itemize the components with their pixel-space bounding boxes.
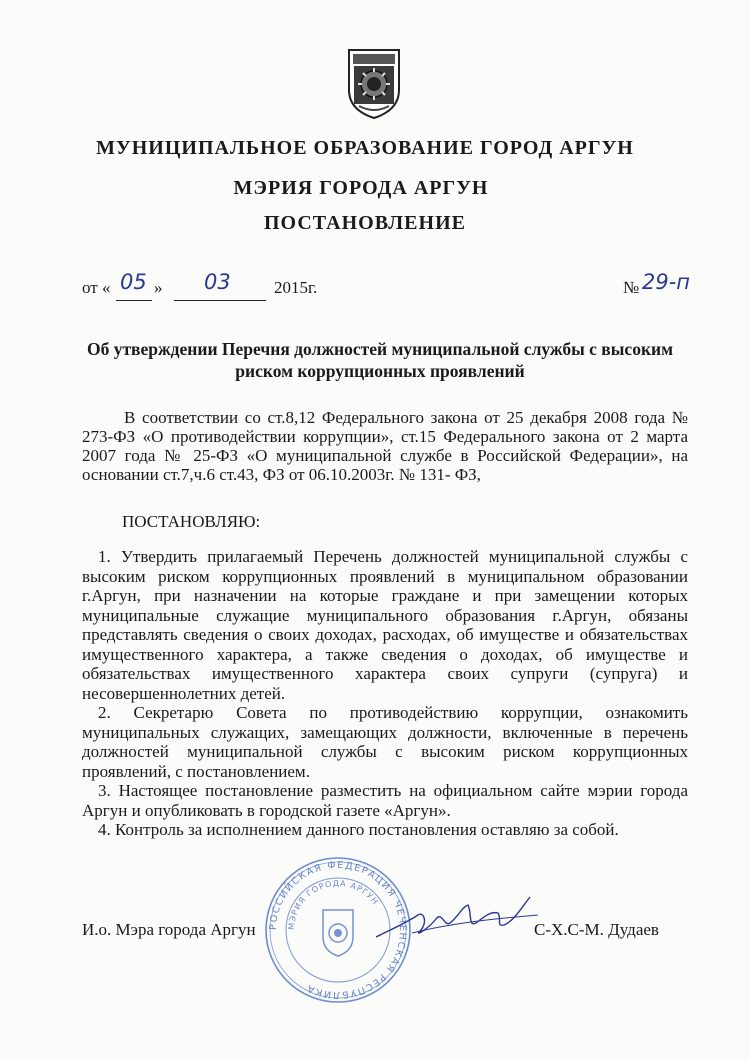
signatory-name: С-Х.С-М. Дудаев — [534, 920, 659, 939]
date-year: 2015г. — [274, 278, 318, 297]
intro-text: В соответствии со ст.8,12 Федерального закона от 25 декабря 2008 года № 273-ФЗ «О противодействии коррупции», ст.15 Федерального закона от 2 марта 2007 года № 25-ФЗ «О муниципальной службе в Российской Федерации», на основании ст.7,ч.6 ст.43, ФЗ от 06.10.2003г. № 131- ФЗ, — [82, 408, 688, 484]
date-close-quote: » — [154, 278, 163, 297]
document-type-heading: ПОСТАНОВЛЕНИЕ — [264, 212, 466, 234]
decree-items — [82, 547, 688, 840]
number-prefix: № — [623, 278, 640, 297]
title-line-2: риском коррупционных проявлений — [235, 361, 525, 381]
stamp-emblem-icon — [323, 910, 353, 956]
city-emblem-icon — [345, 46, 403, 120]
document-title — [60, 338, 700, 382]
stamp-inner-text: МЭРИЯ ГОРОДА АРГУН — [286, 878, 381, 931]
date-month: 03 — [204, 270, 231, 294]
document-number: 29-п — [642, 270, 691, 294]
handwritten-signature — [372, 893, 542, 953]
decree-item: 1. Утвердить прилагаемый Перечень должностей муниципальной службы с высоким риском коррупционных проявлений в муниципальном образовании г.Аргун, при назначении на которые граждане и при замещении которых муниципальные служащие муниципального образования г.Аргун, обязаны представлять сведения о своих доходах, расходах, об имуществе и обязательствах имущественного характера, а также сведения о доходах, об имуществе и обязательствах имущественного характера своих супруги (супруга) и несовершеннолетних детей. — [82, 547, 688, 703]
title-line-1: Об утверждении Перечня должностей муниципальной службы с высоким — [86, 339, 674, 359]
date-prefix: от « — [82, 278, 111, 297]
office-heading: МЭРИЯ ГОРОДА АРГУН — [233, 177, 489, 199]
date-day: 05 — [120, 270, 147, 294]
intro-paragraph — [82, 408, 688, 484]
date-line — [82, 270, 702, 304]
decree-item: 2. Секретарю Совета по противодействию коррупции, ознакомить муниципальных служащих, замещающих должности, включенные в перечень должностей муниципальной службы с высоким риском коррупционных проявлений, с постановлением. — [82, 703, 688, 781]
decree-word: ПОСТАНОВЛЯЮ: — [122, 512, 261, 531]
decree-item: 3. Настоящее постановление разместить на официальном сайте мэрии города Аргун и опубликовать в городской газете «Аргун». — [82, 781, 688, 820]
signatory-position: И.о. Мэра города Аргун — [82, 920, 256, 939]
stamp-outer-text: РОССИЙСКАЯ ФЕДЕРАЦИЯ ЧЕЧЕНСКАЯ РЕСПУБЛИКА — [267, 859, 409, 1001]
municipality-heading: МУНИЦИПАЛЬНОЕ ОБРАЗОВАНИЕ ГОРОД АРГУН — [96, 137, 634, 159]
decree-item: 4. Контроль за исполнением данного постановления оставляю за собой. — [98, 820, 619, 839]
